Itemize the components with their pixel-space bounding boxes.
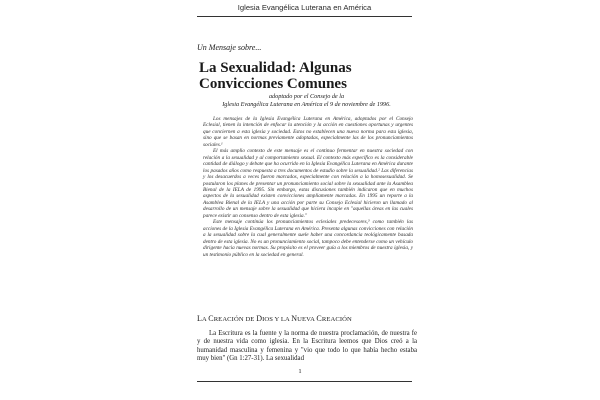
section-heading bbox=[197, 314, 417, 323]
introduction bbox=[203, 116, 413, 258]
intro-paragraph: El más amplio contexto de este mensaje es el continuo fermentar en nuestra sociedad con relación a la sexualidad y al comportamiento sexual. El contexto más específico es la considerable cantidad de diálogo y debate que ha ocurrido en la Iglesia Evangélica Luterana en América durante los pasados años como respuesta a tres documentos de estudio sobre la sexualidad.² Las diferencias y los desacuerdos a veces fueron marcados, especialmente con relación a la homosexualidad. Se postularon los planes de presentar un pronunciamiento social sobre la sexualidad ante la Asamblea Bienal de la IELA de 1995. Sin embargo, estas discusiones también indicaron que en muchos aspectos de la sexualidad existen convicciones ampliamente marcadas. En 1995 un reporte a la Asamblea Bienal de la IELA y una acción por parte su Consejo Eclesial hicieron un llamado al desarrollo de un mensaje sobre la sexualidad que hiciera incapie en "aquellas áreas en las cuales parece existir un consenso dentro de esta iglesia." bbox=[203, 148, 413, 219]
heading-part: C bbox=[316, 314, 322, 323]
title-line-1: La Sexualidad: Algunas bbox=[199, 60, 352, 76]
heading-part: REACIÓN bbox=[321, 316, 352, 323]
heading-part: N bbox=[291, 314, 298, 323]
kicker: Un Mensaje sobre... bbox=[197, 43, 262, 52]
section-body bbox=[197, 330, 417, 364]
intro-paragraph: Este mensaje continúa los pronunciamientos eclesiales predecesores,³ como también las acciones de la Iglesia Evangélica Luterana en América. Presenta algunas convicciones con relación a la sexualidad sobre la cual generalmente suele haber una concordancia teológicamente basada dentro de esta iglesia. No es un pronunciamiento social, tampoco debe entenderse como un vehículo dirigente hacia nuevas normas. Su propósito es el proveer guía a los miembros de nuestra iglesia, y un testimonio público en la sociedad en general. bbox=[203, 219, 413, 258]
adoption-note-line-2: Iglesia Evangélica Luterana en América el 9 de noviembre de 1996. bbox=[222, 100, 391, 108]
heading-part: A bbox=[202, 316, 209, 323]
page-number: 1 bbox=[298, 368, 302, 375]
heading-part: C bbox=[208, 314, 214, 323]
header-rule bbox=[197, 16, 412, 17]
adoption-note bbox=[199, 93, 414, 108]
running-header: Iglesia Evangélica Luterana en América bbox=[237, 3, 372, 12]
body-paragraph: La Escritura es la fuente y la norma de nuestra proclamación, de nuestra fe y de nuestra vida como iglesia. En la Escritura leemos que Dios creó a la humanidad masculina y femenina y "vio que todo lo que había hecho estaba muy bien" (Gn 1:27-31). La sexualidad bbox=[197, 330, 417, 363]
title-line-2: Convicciones Comunes bbox=[199, 76, 347, 92]
document-title bbox=[199, 60, 414, 92]
intro-paragraph: Los mensajes de la Iglesia Evangélica Luterana en América, adoptados por el Consejo Eclesial, tienen la intención de enfocar la atención y la acción en cuestiones oportunas y urgentes que conciernen a esta iglesia y sociedad. Estos no establecen una nueva norma para esta iglesia, sino que se basan en normas previamente adoptadas, especialmente las de los pronunciamientos sociales.¹ bbox=[203, 116, 413, 148]
heading-part: REACIÓN DE bbox=[213, 316, 257, 323]
adoption-note-line-1: adoptado por el Consejo de la bbox=[268, 93, 345, 100]
heading-part: IOS Y LA bbox=[262, 316, 292, 323]
heading-part: UEVA bbox=[297, 316, 317, 323]
heading-part: L bbox=[197, 314, 202, 323]
heading-part: D bbox=[256, 314, 263, 323]
footer-rule bbox=[197, 381, 412, 382]
